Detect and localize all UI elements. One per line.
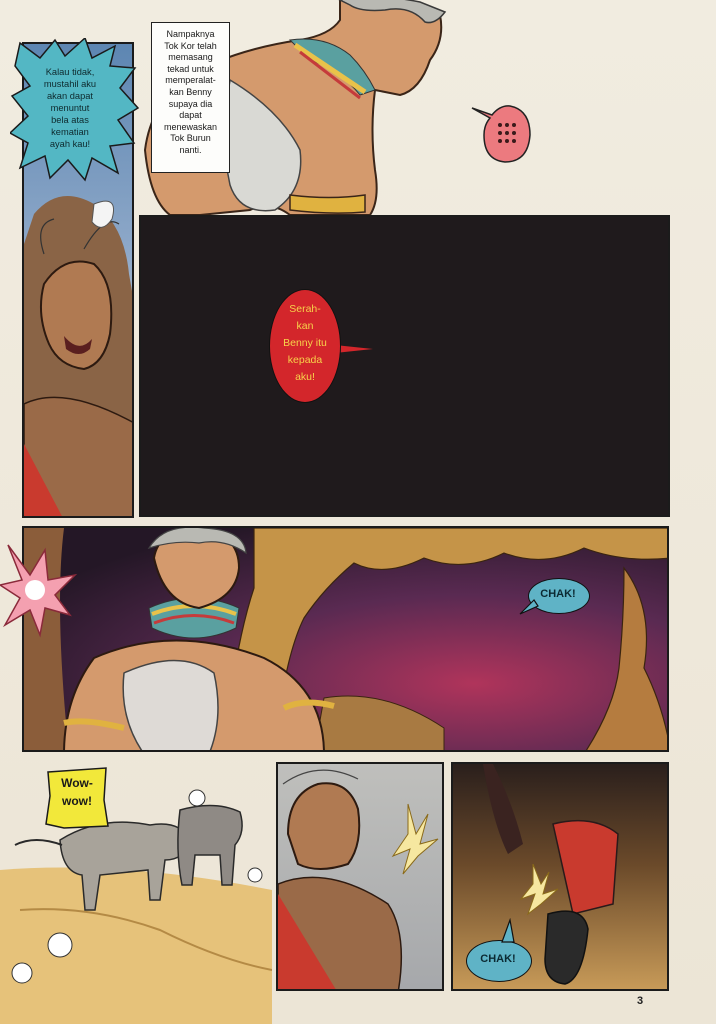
red-bubble-text: Serah- kan Benny itu kepada aku! bbox=[283, 303, 327, 383]
wow-text: Wow- wow! bbox=[61, 776, 93, 808]
cave-art bbox=[24, 528, 669, 752]
page-number: 3 bbox=[636, 995, 644, 1007]
panel-dark-scene bbox=[139, 215, 670, 517]
chak-top-tail bbox=[518, 598, 540, 616]
panel-cave bbox=[22, 526, 669, 752]
old-man-bottom-art bbox=[278, 764, 444, 991]
caption-box-top bbox=[151, 22, 230, 173]
chak-bottom-tail bbox=[498, 918, 518, 944]
impact-burst bbox=[0, 530, 80, 640]
chak-top-text: CHAK! bbox=[540, 588, 576, 600]
pink-speech-bubble bbox=[470, 100, 535, 170]
chak-bottom-text: CHAK! bbox=[480, 953, 516, 965]
burst-text: Kalau tidak, mustahil aku akan dapat menuntut bela atas kematian ayah kau! bbox=[43, 67, 97, 149]
caption-text: Nampaknya Tok Kor telah memasang tekad untuk memperalat- kan Benny supaya dia dapat menewaskan Tok Burun nanti. bbox=[163, 29, 218, 155]
panel-old-man-bottom bbox=[276, 762, 444, 991]
dogs-art bbox=[0, 760, 272, 1024]
